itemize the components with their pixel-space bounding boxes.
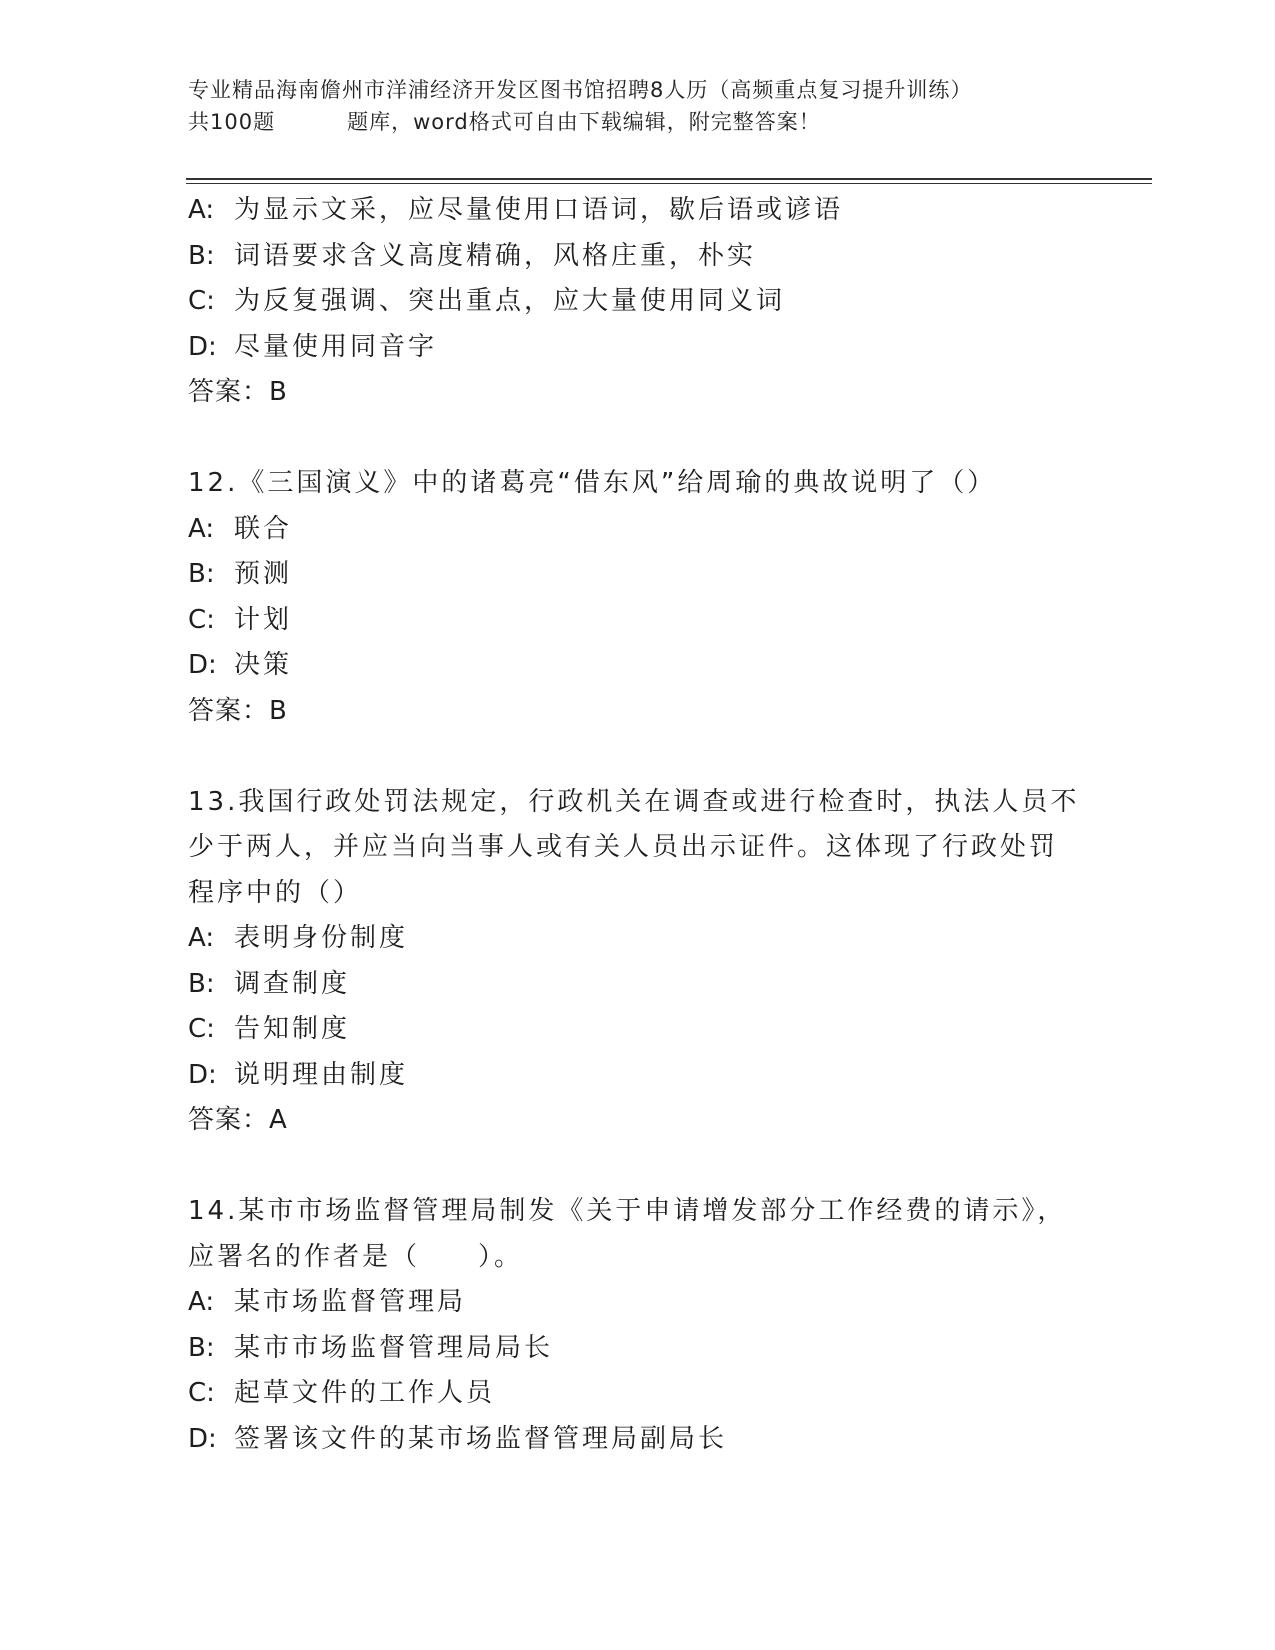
question-stem-line-3: 程序中的（） [188, 877, 363, 908]
question-11 [188, 188, 1088, 416]
header-question-count: 共100题 [188, 110, 276, 134]
question-stem: 12.《三国演义》中的诸葛亮“借东风”给周瑜的典故说明了（） [188, 468, 997, 498]
question-14 [188, 1189, 1088, 1462]
question-12 [188, 461, 1088, 734]
option-b: B: 某市市场监督管理局局长 [188, 1332, 554, 1363]
answer-line: 答案：B [188, 695, 288, 726]
option-c: C: 起草文件的工作人员 [188, 1378, 496, 1408]
option-c: C: 告知制度 [188, 1014, 351, 1044]
header-divider-top [186, 178, 1152, 180]
option-d: D: 决策 [188, 650, 293, 680]
answer-line: 答案：A [188, 1105, 288, 1135]
question-stem-line-1: 13.我国行政处罚法规定，行政机关在调查或进行检查时，执法人员不 [188, 786, 1080, 817]
option-a: A: 联合 [188, 513, 293, 544]
header-divider-bottom [186, 183, 1152, 184]
option-c: C: 计划 [188, 604, 293, 635]
header-title-line: 专业精品海南儋州市洋浦经济开发区图书馆招聘8人历（高频重点复习提升训练） [188, 78, 973, 102]
option-b: B: 词语要求含义高度精确，风格庄重，朴实 [188, 240, 757, 271]
option-d: D: 尽量使用同音字 [188, 331, 438, 362]
question-stem-line-1: 14.某市市场监督管理局制发《关于申请增发部分工作经费的请示》， [188, 1196, 1067, 1226]
question-content [188, 188, 1088, 1462]
option-a: A: 某市场监督管理局 [188, 1287, 467, 1317]
question-stem-line-2: 应署名的作者是（ ）。 [188, 1241, 524, 1272]
question-stem-line-2: 少于两人，并应当向当事人或有关人员出示证件。这体现了行政处罚 [188, 832, 1059, 862]
question-13 [188, 780, 1088, 1144]
option-a: A: 为显示文采，应尽量使用口语词，歇后语或谚语 [188, 195, 844, 225]
option-a: A: 表明身份制度 [188, 923, 409, 953]
document-header [188, 74, 1088, 138]
answer-line: 答案：B [188, 377, 288, 407]
header-subtitle-line [188, 106, 1088, 138]
option-d: D: 签署该文件的某市场监督管理局副局长 [188, 1423, 728, 1454]
option-d: D: 说明理由制度 [188, 1059, 409, 1090]
option-b: B: 预测 [188, 559, 293, 589]
header-description: 题库，word格式可自由下载编辑，附完整答案！ [347, 110, 821, 134]
option-c: C: 为反复强调、突出重点，应大量使用同义词 [188, 286, 786, 316]
option-b: B: 调查制度 [188, 968, 351, 999]
